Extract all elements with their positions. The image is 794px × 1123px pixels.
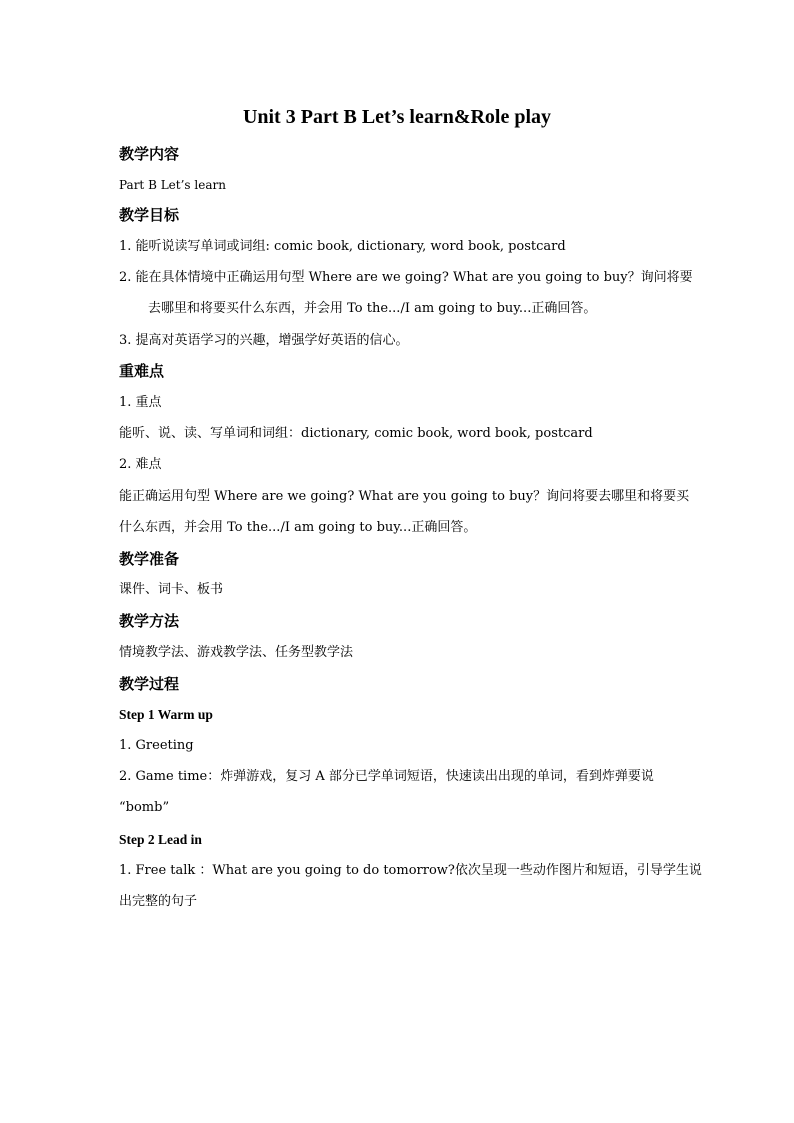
step-2-item-1-continued: 出完整的句子 — [119, 894, 198, 909]
section-heading-objectives: 教学目标 — [119, 206, 180, 224]
objective-item-2: 2. 能在具体情境中正确运用句型 Where are we going? What are you going to buy？询问将要 — [119, 270, 693, 285]
key-point-text: 能听、说、读、写单词和词组：dictionary, comic book, word book, postcard — [119, 426, 593, 441]
step-2-heading: Step 2 Lead in — [119, 832, 202, 847]
difficult-point-label: 2. 难点 — [119, 457, 162, 472]
step-2-item-1: 1. Free talk ：What are you going to do tomorrow?依次呈现一些动作图片和短语，引导学生说 — [119, 863, 702, 878]
key-point-label: 1. 重点 — [119, 395, 162, 410]
objective-item-3: 3. 提高对英语学习的兴趣，增强学好英语的信心。 — [119, 333, 409, 348]
step-1-heading: Step 1 Warm up — [119, 707, 213, 722]
preparation-text: 课件、词卡、板书 — [119, 582, 224, 597]
content-text: Part B Let’s learn — [119, 178, 226, 192]
section-heading-process: 教学过程 — [119, 675, 180, 693]
section-heading-methods: 教学方法 — [119, 612, 180, 630]
section-heading-key-points: 重难点 — [119, 362, 165, 380]
difficult-point-text-continued: 什么东西，并会用 To the.../I am going to buy...正确回答。 — [119, 520, 477, 535]
objective-item-2-continued: 去哪里和将要买什么东西，并会用 To the.../I am going to buy...正确回答。 — [148, 301, 597, 316]
objective-item-1: 1. 能听说读写单词或词组: comic book, dictionary, word book, postcard — [119, 239, 566, 254]
step-1-item-2-continued: “bomb” — [119, 800, 170, 815]
section-heading-preparation: 教学准备 — [119, 550, 180, 568]
section-heading-content: 教学内容 — [119, 145, 180, 163]
step-1-item-1: 1. Greeting — [119, 738, 194, 753]
difficult-point-text: 能正确运用句型 Where are we going? What are you going to buy？询问将要去哪里和将要买 — [119, 489, 690, 504]
methods-text: 情境教学法、游戏教学法、任务型教学法 — [119, 645, 354, 660]
document-title: Unit 3 Part B Let’s learn&Role play — [242, 106, 552, 128]
step-1-item-2: 2. Game time：炸弹游戏，复习 A 部分已学单词短语，快速读出出现的单词，看到炸弹要说 — [119, 769, 654, 784]
